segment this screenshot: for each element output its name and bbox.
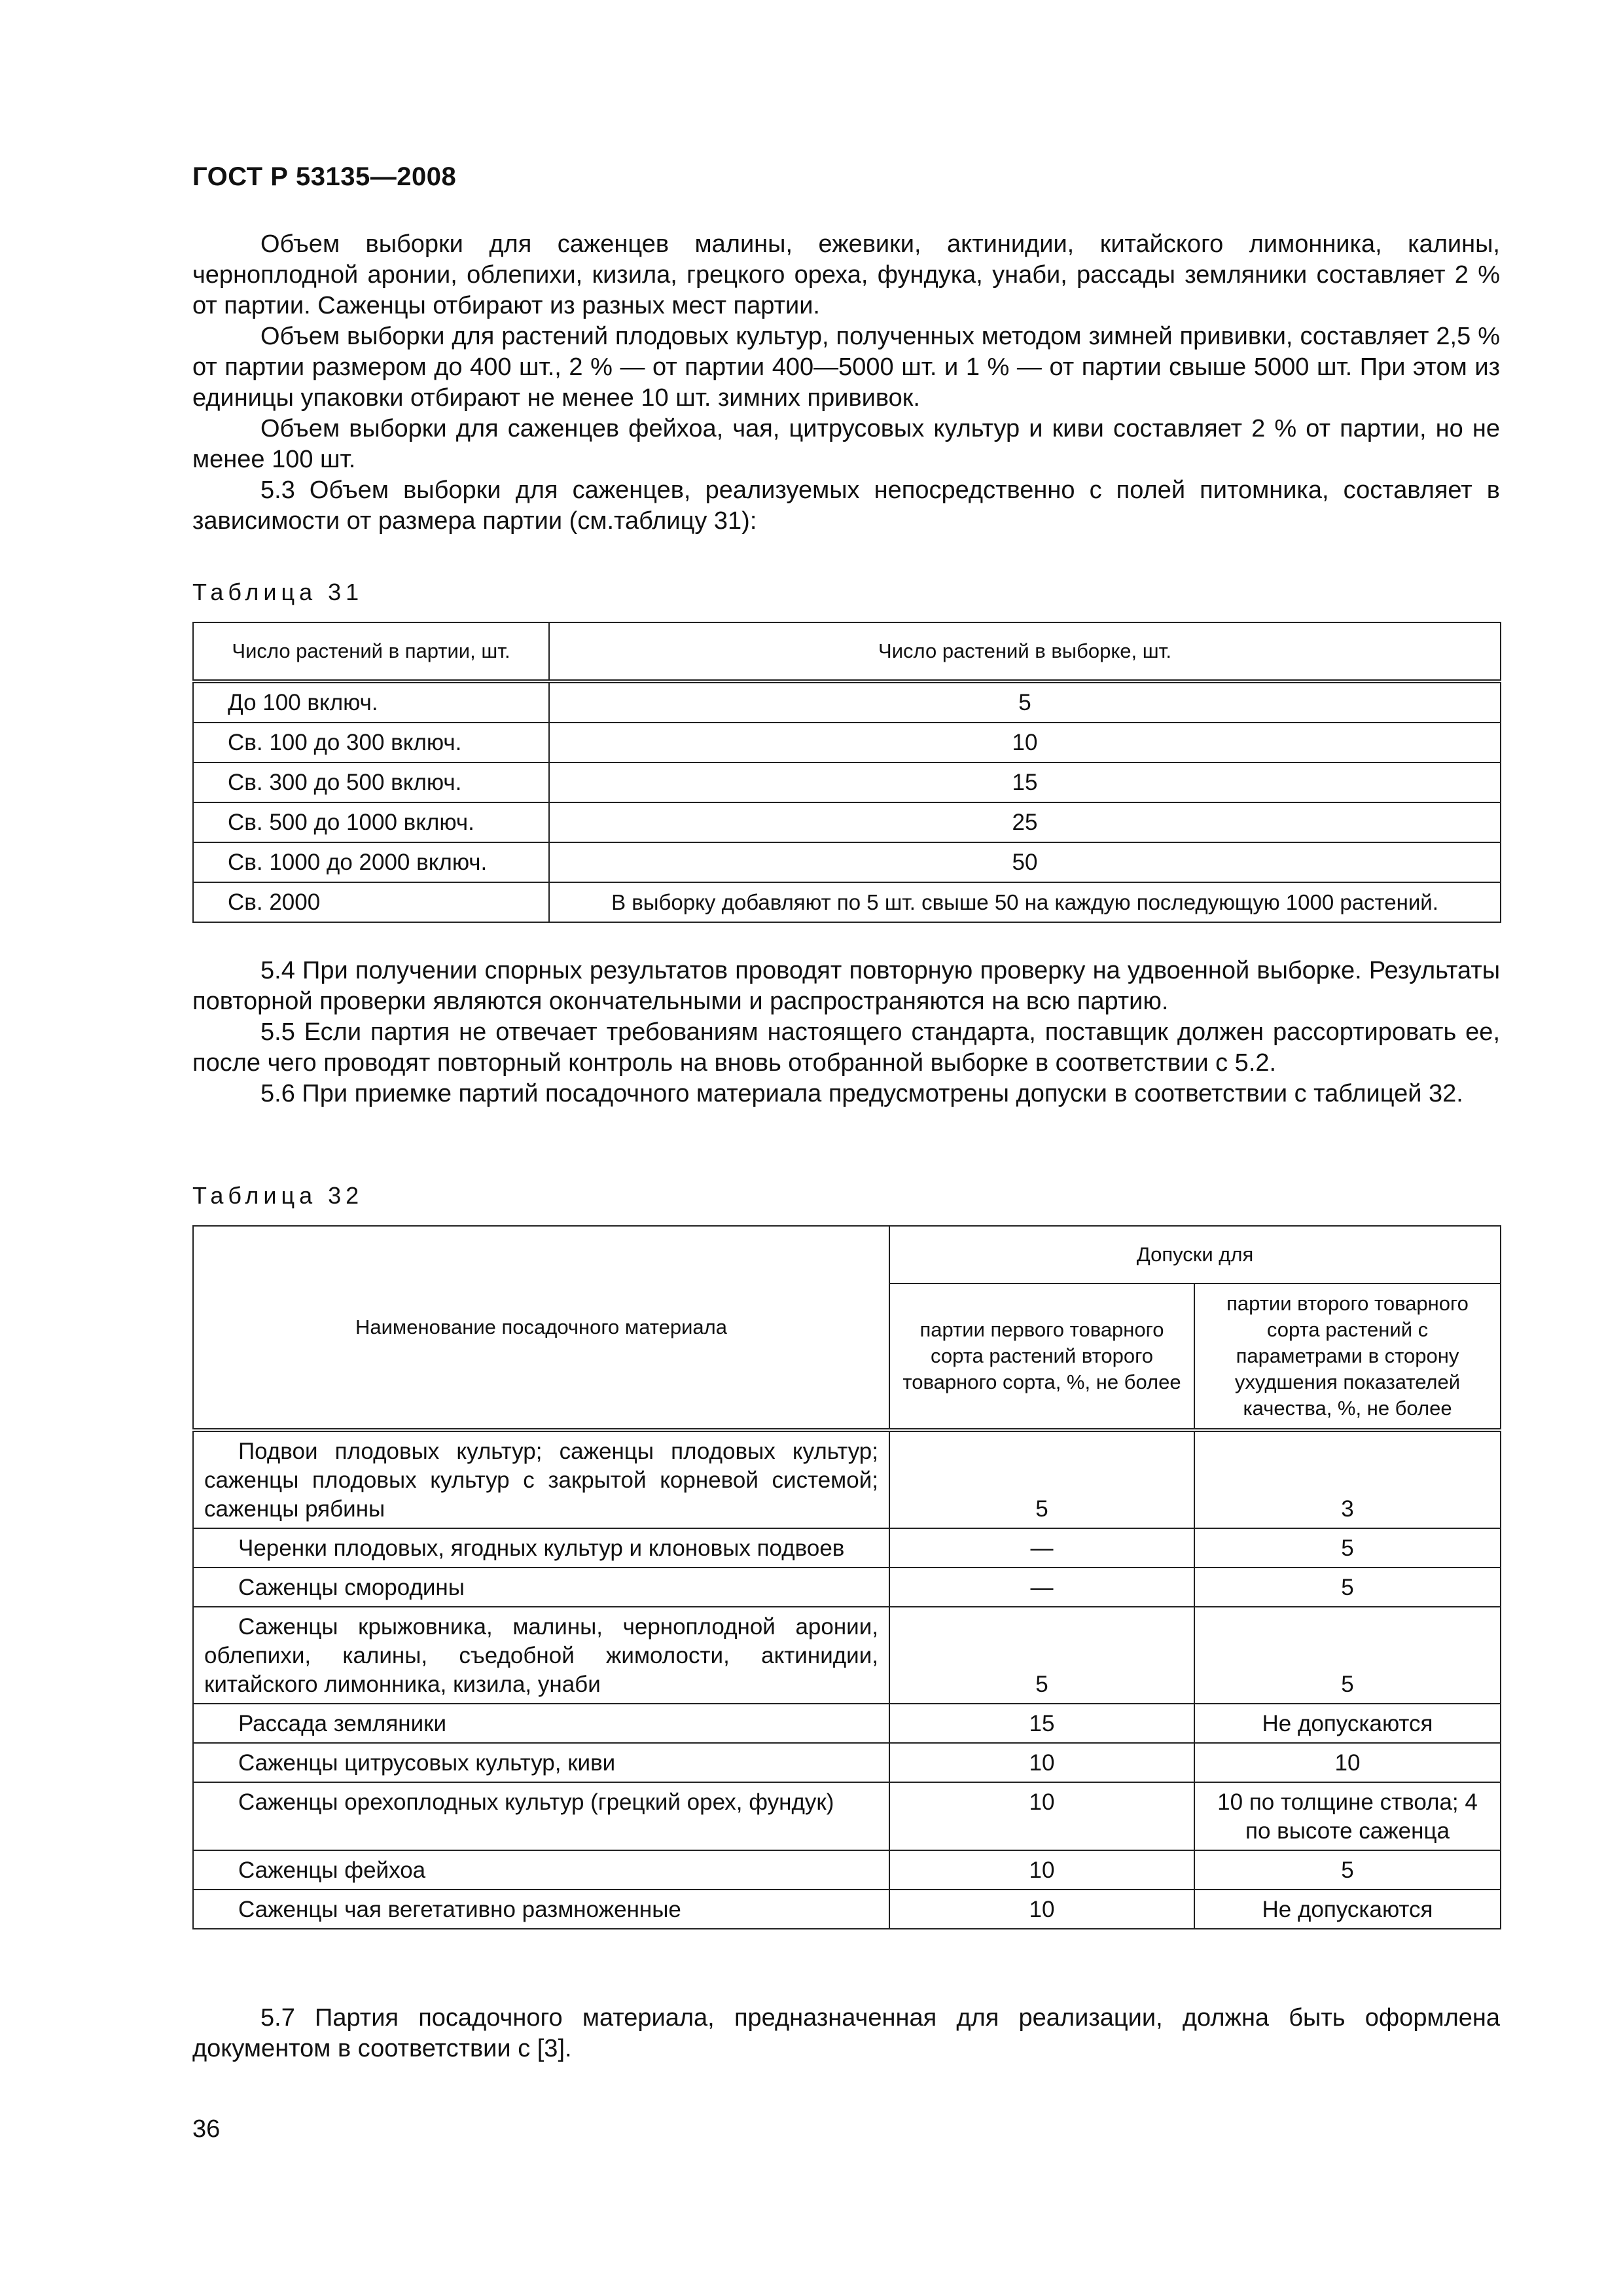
- table-row: [193, 842, 1501, 882]
- intro-text: [192, 229, 1500, 537]
- table-row: [193, 723, 1501, 762]
- table-row: [193, 882, 1501, 922]
- middle-text: [192, 956, 1500, 1109]
- table-cell: 10: [889, 1890, 1194, 1929]
- table-cell: 5: [889, 1430, 1194, 1528]
- row-label: Подвои плодовых культур; саженцы плодовых культур; саженцы плодовых культур с закрытой корневой системой; саженцы рябины: [204, 1439, 878, 1522]
- table-cell: [193, 1568, 889, 1607]
- table-row: [193, 1850, 1501, 1890]
- table-cell: Св. 100 до 300 включ.: [193, 723, 549, 762]
- paragraph: 5.3 Объем выборки для саженцев, реализуемых непосредственно с полей питомника, составляет в зависимости от размера партии (см.таблицу 31):: [192, 476, 1500, 535]
- table-cell: Св. 500 до 1000 включ.: [193, 802, 549, 842]
- table-cell: [193, 1607, 889, 1704]
- row-label: Рассада земляники: [238, 1711, 447, 1736]
- table-cell: Не допускаются: [1194, 1704, 1501, 1743]
- table-cell: [193, 1743, 889, 1782]
- paragraph: 5.7 Партия посадочного материала, предназначенная для реализации, должна быть оформлена документом в соответствии с [3].: [192, 2004, 1500, 2062]
- table-header-row: [193, 622, 1501, 681]
- table32-caption: Таблица 32: [192, 1182, 364, 1209]
- column-header: Число растений в партии, шт.: [193, 622, 549, 681]
- table-cell: В выборку добавляют по 5 шт. свыше 50 на каждую последующую 1000 растений.: [549, 882, 1501, 922]
- column-header: Наименование посадочного материала: [193, 1226, 889, 1430]
- table-row: [193, 1568, 1501, 1607]
- table-cell: 5: [1194, 1568, 1501, 1607]
- table-cell: [193, 1782, 889, 1850]
- table-cell: До 100 включ.: [193, 681, 549, 723]
- row-label: Саженцы фейхоа: [238, 1857, 426, 1883]
- table-row: [193, 1890, 1501, 1929]
- table-cell: [193, 1704, 889, 1743]
- table-cell: 5: [1194, 1528, 1501, 1568]
- table-cell: [193, 1850, 889, 1890]
- table-row: [193, 1528, 1501, 1568]
- table-cell: 50: [549, 842, 1501, 882]
- table31-caption: Таблица 31: [192, 579, 364, 605]
- row-label: Саженцы смородины: [238, 1575, 465, 1600]
- table-cell: 5: [1194, 1607, 1501, 1704]
- page-number: 36: [192, 2115, 221, 2143]
- table-row: [193, 1430, 1501, 1528]
- table-cell: 10: [1194, 1743, 1501, 1782]
- table-cell: 15: [889, 1704, 1194, 1743]
- paragraph: 5.6 При приемке партий посадочного материала предусмотрены допуски в соответствии с таблицей 32.: [260, 1080, 1463, 1107]
- paragraph: 5.4 При получении спорных результатов проводят повторную проверку на удвоенной выборке. Результаты повторной проверки являются окончательными и распространяются на всю партию.: [192, 957, 1500, 1015]
- table-row: [193, 802, 1501, 842]
- column-header: партии второго товарного сорта растений с параметрами в сторону ухудшения показателей качества, %, не более: [1194, 1283, 1501, 1430]
- table-row: [193, 1782, 1501, 1850]
- document-header: ГОСТ Р 53135—2008: [192, 162, 457, 191]
- table-row: [193, 1743, 1501, 1782]
- table-cell: 25: [549, 802, 1501, 842]
- paragraph: Объем выборки для саженцев малины, ежевики, актинидии, китайского лимонника, калины, черноплодной аронии, облепихи, кизила, грецкого ореха, фундука, унаби, рассады земляники составляет 2 % от партии. Саженцы отбирают из разных мест партии.: [192, 230, 1500, 319]
- table-cell: Св. 1000 до 2000 включ.: [193, 842, 549, 882]
- table-cell: Св. 300 до 500 включ.: [193, 762, 549, 802]
- table-cell: 10: [889, 1850, 1194, 1890]
- table-cell: 5: [549, 681, 1501, 723]
- table-row: [193, 681, 1501, 723]
- table-cell: 3: [1194, 1430, 1501, 1528]
- table-cell: Св. 2000: [193, 882, 549, 922]
- row-label: Саженцы цитрусовых культур, киви: [238, 1750, 616, 1776]
- column-header: Число растений в выборке, шт.: [549, 622, 1501, 681]
- column-header: партии первого товарного сорта растений второго товарного сорта, %, не более: [889, 1283, 1194, 1430]
- table-32: [192, 1225, 1501, 1929]
- table-cell: —: [889, 1568, 1194, 1607]
- table-row: [193, 1704, 1501, 1743]
- table-cell: 5: [1194, 1850, 1501, 1890]
- table-cell: [193, 1528, 889, 1568]
- table-cell: —: [889, 1528, 1194, 1568]
- row-label: Саженцы чая вегетативно размноженные: [238, 1897, 681, 1922]
- row-label: Саженцы орехоплодных культур (грецкий орех, фундук): [238, 1789, 834, 1815]
- table-cell: 10 по толщине ствола; 4 по высоте саженца: [1194, 1782, 1501, 1850]
- column-group-header: Допуски для: [889, 1226, 1501, 1283]
- paragraph: Объем выборки для растений плодовых культур, полученных методом зимней прививки, составляет 2,5 % от партии размером до 400 шт., 2 % — от партии 400—5000 шт. и 1 % — от партии свыше 5000 шт. При этом из единицы упаковки отбирают не менее 10 шт. зимних прививок.: [192, 323, 1500, 412]
- table-cell: 10: [549, 723, 1501, 762]
- table-cell: [193, 1890, 889, 1929]
- table-31: [192, 622, 1501, 923]
- row-label: Саженцы крыжовника, малины, черноплодной аронии, облепихи, калины, съедобной жимолости, актинидии, китайского лимонника, кизила, унаби: [204, 1614, 878, 1697]
- row-label: Черенки плодовых, ягодных культур и клоновых подвоев: [238, 1535, 845, 1561]
- table-cell: 5: [889, 1607, 1194, 1704]
- table-cell: Не допускаются: [1194, 1890, 1501, 1929]
- table-cell: 15: [549, 762, 1501, 802]
- table-row: [193, 762, 1501, 802]
- table-cell: 10: [889, 1743, 1194, 1782]
- table-cell: 10: [889, 1782, 1194, 1850]
- paragraph: Объем выборки для саженцев фейхоа, чая, цитрусовых культур и киви составляет 2 % от партии, но не менее 100 шт.: [192, 415, 1500, 473]
- table-header-row: [193, 1226, 1501, 1283]
- table-row: [193, 1607, 1501, 1704]
- paragraph: 5.5 Если партия не отвечает требованиям настоящего стандарта, поставщик должен рассортировать ее, после чего проводят повторный контроль на вновь отобранной выборке в соответствии с 5.2.: [192, 1018, 1500, 1077]
- final-text: [192, 2003, 1500, 2064]
- table-cell: [193, 1430, 889, 1528]
